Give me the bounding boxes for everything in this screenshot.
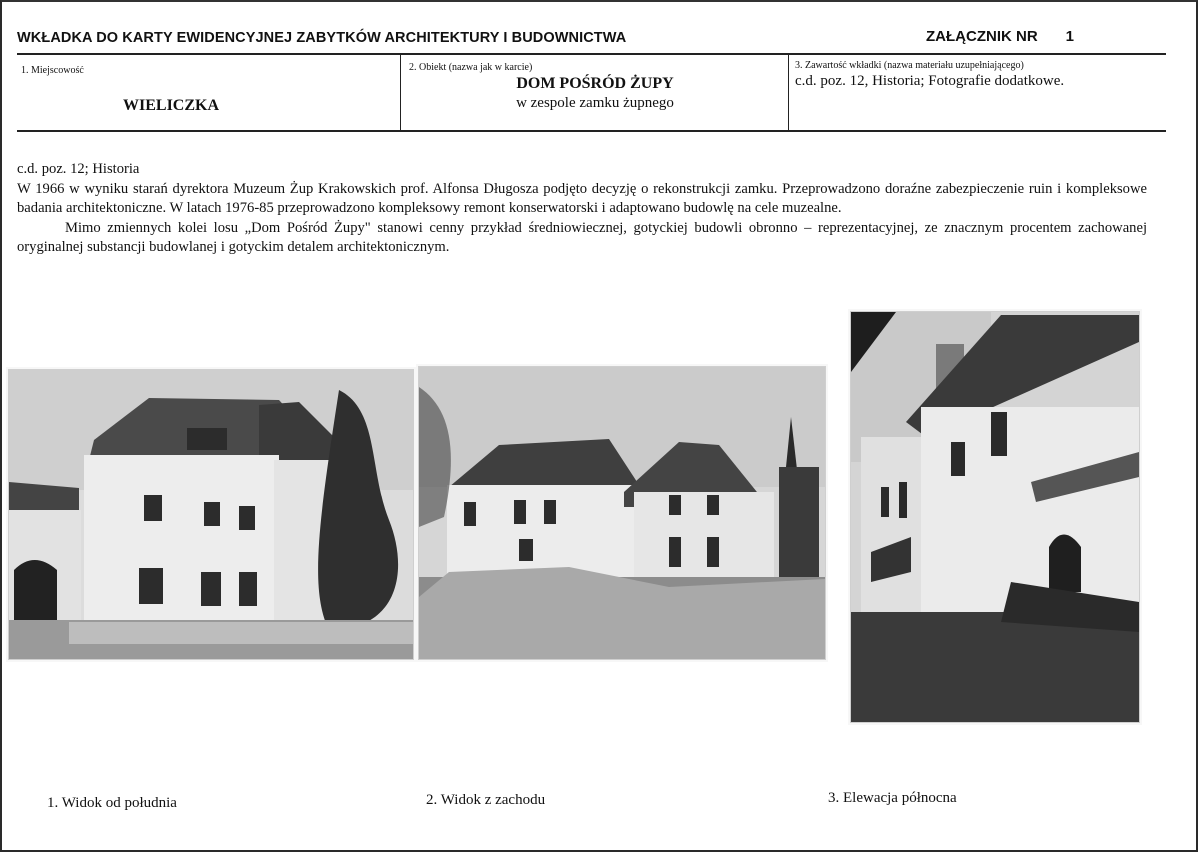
annex-number [926, 28, 1074, 45]
form-title: WKŁADKA DO KARTY EWIDENCYJNEJ ZABYTKÓW ARCHITEKTURY I BUDOWNICTWA [17, 30, 627, 46]
history-text [17, 160, 1147, 258]
object-subtitle: w zespole zamku żupnego [516, 95, 674, 111]
contents-value: c.d. poz. 12, Historia; Fotografie dodatkowe. [795, 73, 1065, 89]
annex-label: ZAŁĄCZNIK NR [926, 28, 1038, 45]
annex-value: 1 [1065, 28, 1074, 45]
header-rule-bottom [17, 130, 1166, 132]
history-paragraph-2: Mimo zmiennych kolei losu „Dom Pośród Żupy" stanowi cenny przykład średniowiecznej, gotyckiej budowli obronno – reprezentacyjnej, ze znacznym procentem zachowanej oryginalnej substancji budowlanej i gotyckim detalem architektonicznym. [17, 219, 1147, 255]
history-paragraph-1: W 1966 w wyniku starań dyrektora Muzeum Żup Krakowskich prof. Alfonsa Długosza podjęto decyzję o rekonstrukcji zamku. Przeprowadzono doraźne zabezpieczenie ruin i kompleksowe badania architektoniczne. W latach 1976-85 przeprowadzono kompleksowy remont konserwatorski i adaptowano budowlę na cele muzealne. [17, 180, 1147, 216]
caption-photo-1: 1. Widok od południa [47, 795, 177, 811]
header-rule-top [17, 53, 1166, 55]
caption-photo-3: 3. Elewacja północna [828, 790, 957, 806]
photo-west-view [418, 366, 826, 660]
place-value: WIELICZKA [123, 97, 220, 114]
place-label: 1. Miejscowość [21, 65, 84, 76]
caption-photo-2: 2. Widok z zachodu [426, 792, 546, 808]
photo-north-elevation [850, 311, 1140, 723]
object-label: 2. Obiekt (nazwa jak w karcie) [409, 62, 533, 73]
contents-label: 3. Zawartość wkładki (nazwa materiału uzupełniającego) [795, 60, 1024, 71]
object-name: DOM POŚRÓD ŻUPY [516, 75, 674, 92]
history-heading: c.d. poz. 12; Historia [17, 161, 140, 177]
photo-south-view [8, 369, 414, 660]
